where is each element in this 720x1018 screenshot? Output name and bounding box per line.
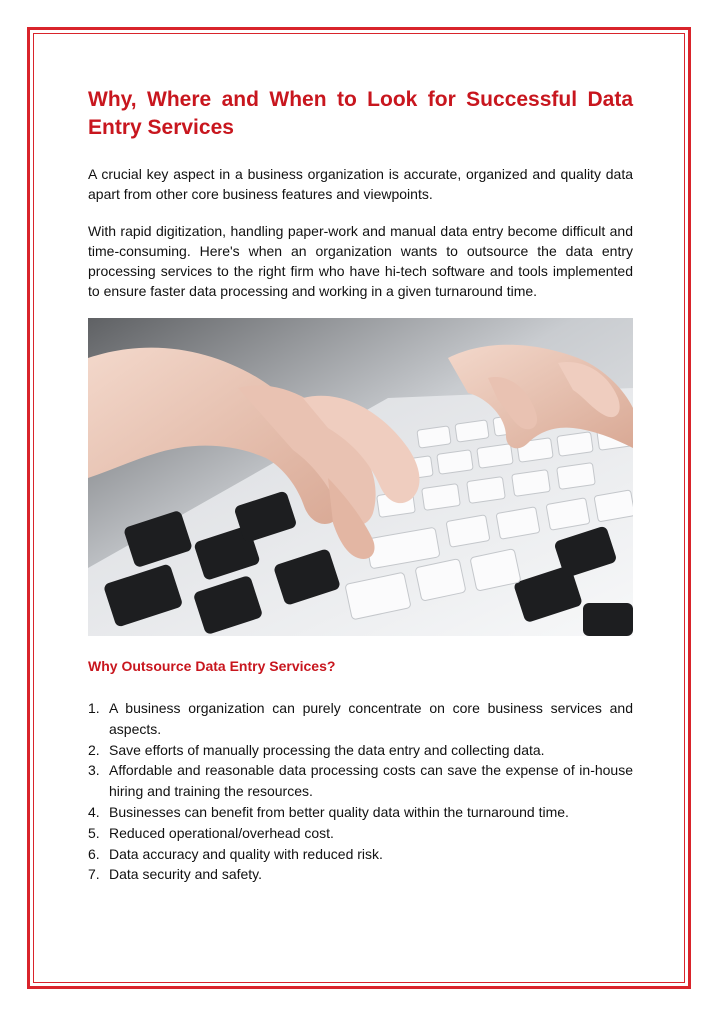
list-item-number: 7. bbox=[88, 866, 100, 883]
list-item-text: A business organization can purely concentrate on core business services and aspects. bbox=[109, 700, 633, 737]
detail-paragraph: With rapid digitization, handling paper-work and manual data entry become difficult and time-consuming. Here's when an organization wants to outsource the data entry processing services to the right firm who have hi-tech software and tools implemented to ensure faster data processing and working in a given turnaround time. bbox=[88, 223, 633, 299]
list-item bbox=[88, 844, 633, 865]
list-item-number: 1. bbox=[88, 700, 100, 716]
reasons-list bbox=[88, 698, 633, 885]
list-item bbox=[88, 802, 633, 823]
list-item bbox=[88, 823, 633, 844]
intro-paragraph: A crucial key aspect in a business organization is accurate, organized and quality data apart from other core business features and viewpoints. bbox=[88, 166, 633, 202]
list-item-text: Data security and safety. bbox=[109, 866, 263, 883]
keyboard-photo bbox=[88, 318, 633, 636]
list-item-text: Businesses can benefit from better quality data within the turnaround time. bbox=[109, 803, 569, 820]
section-heading: Why Outsource Data Entry Services? bbox=[88, 658, 336, 674]
list-item-text: Reduced operational/overhead cost. bbox=[109, 824, 334, 841]
list-item-number: 2. bbox=[88, 741, 100, 758]
list-item-number: 6. bbox=[88, 845, 100, 862]
list-item bbox=[88, 760, 633, 802]
list-item bbox=[88, 698, 633, 740]
list-item bbox=[88, 740, 633, 761]
list-item bbox=[88, 864, 633, 885]
article bbox=[88, 86, 633, 885]
list-item-number: 5. bbox=[88, 824, 100, 841]
list-item-number: 4. bbox=[88, 803, 100, 820]
list-item-text: Affordable and reasonable data processing costs can save the expense of in-house hiring and training the resources. bbox=[109, 762, 633, 800]
list-item-number: 3. bbox=[88, 762, 100, 779]
list-item-text: Data accuracy and quality with reduced risk. bbox=[109, 845, 383, 862]
article-title: Why, Where and When to Look for Successful Data Entry Services bbox=[88, 88, 633, 139]
list-item-text: Save efforts of manually processing the data entry and collecting data. bbox=[109, 741, 545, 758]
